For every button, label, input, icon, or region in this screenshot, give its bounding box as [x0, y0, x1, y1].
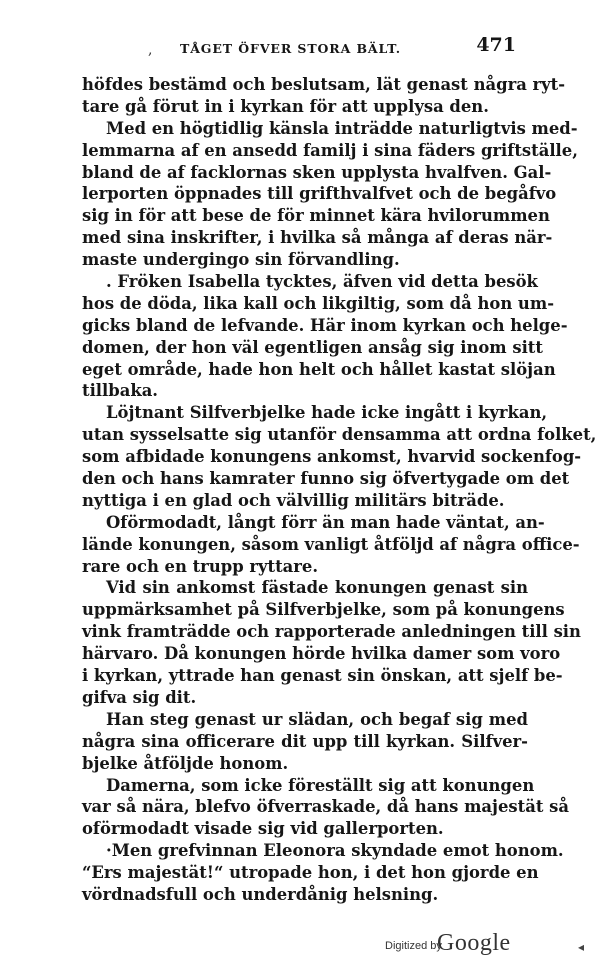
text-line: tare gå förut in i kyrkan för att upplysa den.: [82, 96, 489, 116]
text-line: Damerna, som icke föreställt sig att konungen: [106, 775, 535, 795]
paragraph: [82, 118, 578, 271]
text-line: lände konungen, såsom vanligt åtföljd af några officе-: [82, 534, 580, 554]
text-line: domen, der hon väl egentligen ansåg sig inom sitt: [82, 337, 543, 357]
text-line: . Fröken Isabella tycktes, äfven vid detta besök: [106, 272, 538, 292]
page-number: 471: [476, 34, 516, 56]
text-line: några sina officerare dit upp till kyrkan. Silfver-: [82, 731, 528, 751]
text-line: vördnadsfull och underdånig helsning.: [82, 884, 439, 904]
running-header: [88, 34, 520, 60]
text-line: höfdes bestämd och beslutsam, lät genast några ryt-: [82, 75, 566, 94]
text-line: Vid sin ankomst fästade konungen genast sin: [106, 578, 528, 598]
text-line: Han steg genast ur slädan, och begaf sig med: [106, 709, 528, 729]
paragraph: [82, 840, 564, 906]
text-line: var så nära, blefvo öfverraskade, då hans majestät så: [82, 797, 569, 817]
text-line: bland de af facklornas sken upplysta hvalfven. Gal-: [82, 162, 552, 182]
text-line: nyttiga i en glad och välvillig militärs biträde.: [82, 490, 505, 510]
paragraph: [82, 271, 568, 402]
corner-arrow-icon: ◂: [578, 940, 585, 954]
text-line: lemmarna af en ansedd familj i sina fäders griftställe,: [82, 140, 578, 160]
text-line: vink framträdde och rapporterade anledningen till sin: [82, 622, 581, 642]
paragraph: [82, 577, 581, 708]
text-line: med sina inskrifter, i hvilka så många af deras när-: [82, 228, 553, 248]
paragraph: [82, 402, 597, 511]
text-line: rare och en trupp ryttare.: [82, 556, 319, 576]
text-line: den och hans kamrater funno sig öfvertygade om det: [82, 469, 570, 489]
header-mark: ,: [148, 42, 153, 58]
text-line: bjelke åtföljde honom.: [82, 753, 289, 773]
text-line: gicks bland de lefvande. Här inom kyrkan och helge-: [82, 315, 568, 335]
text-line: Löjtnant Silfverbjelke hade icke ingått i kyrkan,: [106, 403, 548, 423]
digitization-footer: [385, 930, 585, 962]
text-line: uppmärksamhet på Silfverbjelke, som på konungens: [82, 600, 565, 620]
text-line: tillbaka.: [82, 381, 159, 401]
text-line: eget område, hade hon helt och hållet kastat slöjan: [82, 359, 556, 379]
text-line: sig in för att bese de för minnet kära hvilorummen: [82, 206, 550, 226]
text-line: som afbidade konungens ankomst, hvarvid sockenfog-: [82, 447, 582, 467]
text-line: Med en högtidlig känsla inträdde naturligtvis med-: [106, 118, 578, 138]
text-line: i kyrkan, yttrade han genast sin önskan, att sjelf be-: [82, 666, 563, 686]
text-line: härvaro. Då konungen hörde hvilka damer som voro: [82, 644, 561, 664]
paragraph: [82, 74, 566, 118]
text-line: “Ers majestät!“ utropade hon, i det hon gjorde en: [82, 863, 539, 883]
paragraph: [82, 512, 580, 578]
text-line: hos de döda, lika kall och likgiltig, som då hon um-: [82, 293, 554, 313]
running-title: TÅGET ÖFVER STORA BÄLT.: [180, 41, 402, 56]
paragraph: [82, 709, 528, 775]
text-line: Oförmodadt, långt förr än man hade väntat, an-: [106, 512, 545, 532]
body-text: [82, 74, 597, 906]
paragraph: [82, 775, 569, 841]
text-line: gifva sig dit.: [82, 687, 197, 707]
text-line: utan sysselsatte sig utanför densamma att ordna folket,: [82, 425, 597, 445]
text-line: lerporten öppnades till grifthvalfvet och de begåfvo: [82, 184, 557, 204]
text-line: oförmodadt visade sig vid gallerporten.: [82, 819, 444, 839]
digitized-by-label: Digitized by: [385, 940, 442, 952]
google-logo: Google: [437, 930, 511, 956]
text-line: maste undergingo sin förvandling.: [82, 250, 400, 270]
text-line: ·Men grefvinnan Eleonora skyndade emot honom.: [106, 841, 564, 861]
